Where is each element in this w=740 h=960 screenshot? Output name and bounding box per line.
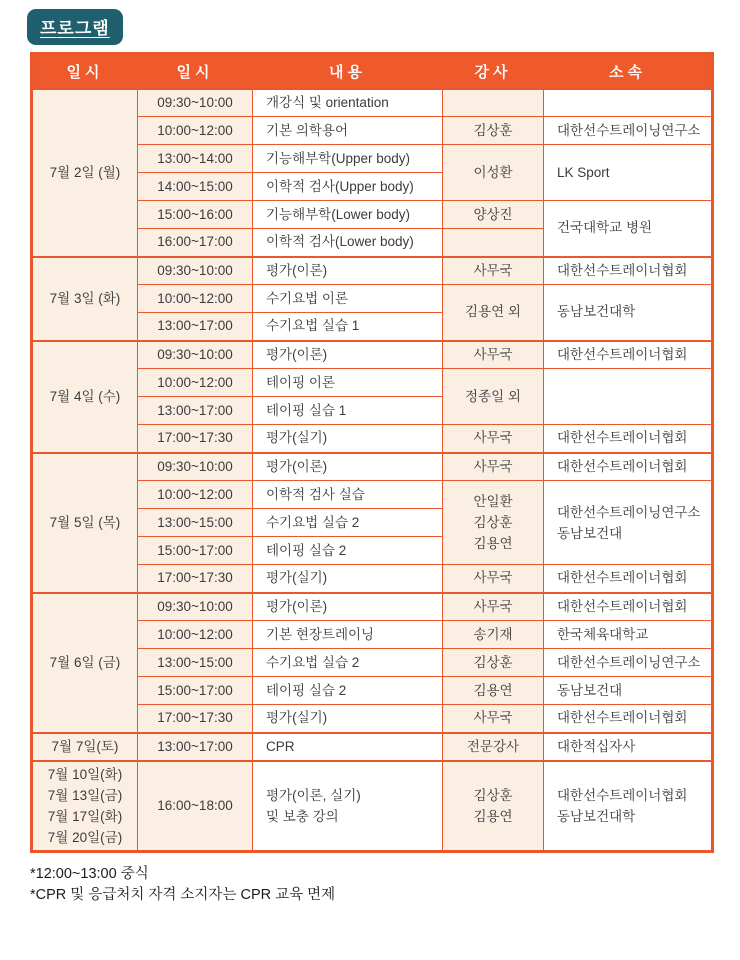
affiliation-cell: 대한적십자사 xyxy=(544,733,713,761)
time-cell: 13:00~17:00 xyxy=(138,313,253,341)
content-cell: 기본 현장트레이닝 xyxy=(253,621,443,649)
content-cell: 개강식 및 orientation xyxy=(253,89,443,117)
col-header-content: 내용 xyxy=(253,54,443,89)
instructor-cell: 김용연 외 xyxy=(443,285,544,341)
day-section xyxy=(32,89,713,257)
time-cell: 15:00~17:00 xyxy=(138,537,253,565)
time-cell: 09:30~10:00 xyxy=(138,341,253,369)
table-row xyxy=(32,761,713,852)
col-header-instructor: 강사 xyxy=(443,54,544,89)
header-row xyxy=(32,54,713,89)
content-cell: CPR xyxy=(253,733,443,761)
instructor-cell: 안일환 김상훈 김용연 xyxy=(443,481,544,565)
content-cell: 평가(이론, 실기) 및 보충 강의 xyxy=(253,761,443,852)
time-cell: 14:00~15:00 xyxy=(138,173,253,201)
content-cell: 평가(이론) xyxy=(253,593,443,621)
affiliation-cell: 동남보건대 xyxy=(544,677,713,705)
day-section xyxy=(32,453,713,593)
time-cell: 10:00~12:00 xyxy=(138,117,253,145)
date-cell: 7월 2일 (월) xyxy=(32,89,138,257)
instructor-cell: 사무국 xyxy=(443,453,544,481)
affiliation-cell xyxy=(544,369,713,425)
table-row xyxy=(32,89,713,117)
instructor-cell xyxy=(443,229,544,257)
content-cell: 테이핑 실습 2 xyxy=(253,537,443,565)
affiliation-cell: 동남보건대학 xyxy=(544,285,713,341)
table-row xyxy=(32,593,713,621)
instructor-cell: 김상훈 xyxy=(443,649,544,677)
time-cell: 15:00~17:00 xyxy=(138,677,253,705)
instructor-cell xyxy=(443,89,544,117)
time-cell: 17:00~17:30 xyxy=(138,565,253,593)
time-cell: 10:00~12:00 xyxy=(138,285,253,313)
time-cell: 10:00~12:00 xyxy=(138,369,253,397)
table-header xyxy=(32,54,713,89)
time-cell: 13:00~17:00 xyxy=(138,733,253,761)
date-cell: 7월 5일 (목) xyxy=(32,453,138,593)
date-cell: 7월 6일 (금) xyxy=(32,593,138,733)
content-cell: 테이핑 실습 1 xyxy=(253,397,443,425)
instructor-cell: 송기재 xyxy=(443,621,544,649)
col-header-time: 일시 xyxy=(138,54,253,89)
affiliation-cell: 대한선수트레이닝연구소 xyxy=(544,117,713,145)
table-row xyxy=(32,453,713,481)
time-cell: 10:00~12:00 xyxy=(138,481,253,509)
time-cell: 13:00~14:00 xyxy=(138,145,253,173)
time-cell: 10:00~12:00 xyxy=(138,621,253,649)
affiliation-cell: 대한선수트레이너협회 xyxy=(544,593,713,621)
affiliation-cell: 대한선수트레이너협회 xyxy=(544,565,713,593)
col-header-affiliation: 소속 xyxy=(544,54,713,89)
content-cell: 평가(이론) xyxy=(253,453,443,481)
content-cell: 테이핑 이론 xyxy=(253,369,443,397)
time-cell: 16:00~17:00 xyxy=(138,229,253,257)
affiliation-cell: 대한선수트레이너협회 xyxy=(544,705,713,733)
instructor-cell: 김상훈 김용연 xyxy=(443,761,544,852)
affiliation-cell: 대한선수트레이닝연구소 동남보건대 xyxy=(544,481,713,565)
time-cell: 09:30~10:00 xyxy=(138,453,253,481)
day-section xyxy=(32,593,713,733)
instructor-cell: 사무국 xyxy=(443,593,544,621)
content-cell: 기능해부학(Upper body) xyxy=(253,145,443,173)
footnote-lunch: *12:00~13:00 중식 xyxy=(30,865,149,882)
content-cell: 수기요법 실습 2 xyxy=(253,649,443,677)
table-row xyxy=(32,257,713,285)
instructor-cell: 김상훈 xyxy=(443,117,544,145)
program-badge: 프로그램 xyxy=(27,9,123,45)
date-cell: 7월 7일(토) xyxy=(32,733,138,761)
content-cell: 평가(실기) xyxy=(253,425,443,453)
content-cell: 이학적 검사(Lower body) xyxy=(253,229,443,257)
affiliation-cell: 대한선수트레이너협회 xyxy=(544,341,713,369)
date-cell: 7월 3일 (화) xyxy=(32,257,138,341)
instructor-cell: 사무국 xyxy=(443,341,544,369)
content-cell: 수기요법 실습 2 xyxy=(253,509,443,537)
col-header-date: 일시 xyxy=(32,54,138,89)
time-cell: 17:00~17:30 xyxy=(138,705,253,733)
table-row xyxy=(32,341,713,369)
content-cell: 수기요법 실습 1 xyxy=(253,313,443,341)
table-row xyxy=(32,733,713,761)
day-section xyxy=(32,257,713,341)
instructor-cell: 사무국 xyxy=(443,705,544,733)
content-cell: 이학적 검사 실습 xyxy=(253,481,443,509)
content-cell: 이학적 검사(Upper body) xyxy=(253,173,443,201)
affiliation-cell: 대한선수트레이너협회 xyxy=(544,257,713,285)
instructor-cell: 사무국 xyxy=(443,565,544,593)
date-cell: 7월 4일 (수) xyxy=(32,341,138,453)
time-cell: 13:00~15:00 xyxy=(138,509,253,537)
date-cell: 7월 10일(화) 7월 13일(금) 7월 17일(화) 7월 20일(금) xyxy=(32,761,138,852)
content-cell: 평가(실기) xyxy=(253,565,443,593)
instructor-cell: 김용연 xyxy=(443,677,544,705)
instructor-cell: 전문강사 xyxy=(443,733,544,761)
content-cell: 평가(이론) xyxy=(253,257,443,285)
content-cell: 기능해부학(Lower body) xyxy=(253,201,443,229)
footnotes xyxy=(30,864,740,906)
time-cell: 09:30~10:00 xyxy=(138,593,253,621)
affiliation-cell xyxy=(544,89,713,117)
instructor-cell: 사무국 xyxy=(443,425,544,453)
time-cell: 16:00~18:00 xyxy=(138,761,253,852)
affiliation-cell: 대한선수트레이너협회 xyxy=(544,425,713,453)
time-cell: 13:00~15:00 xyxy=(138,649,253,677)
day-section xyxy=(32,733,713,761)
time-cell: 09:30~10:00 xyxy=(138,257,253,285)
content-cell: 수기요법 이론 xyxy=(253,285,443,313)
time-cell: 15:00~16:00 xyxy=(138,201,253,229)
affiliation-cell: 대한선수트레이닝연구소 xyxy=(544,649,713,677)
time-cell: 13:00~17:00 xyxy=(138,397,253,425)
content-cell: 평가(이론) xyxy=(253,341,443,369)
time-cell: 17:00~17:30 xyxy=(138,425,253,453)
affiliation-cell: 대한선수트레이너협회 xyxy=(544,453,713,481)
affiliation-cell: LK Sport xyxy=(544,145,713,201)
instructor-cell: 정종일 외 xyxy=(443,369,544,425)
content-cell: 기본 의학용어 xyxy=(253,117,443,145)
instructor-cell: 사무국 xyxy=(443,257,544,285)
instructor-cell: 이성환 xyxy=(443,145,544,201)
instructor-cell: 양상진 xyxy=(443,201,544,229)
affiliation-cell: 한국체육대학교 xyxy=(544,621,713,649)
day-section xyxy=(32,341,713,453)
time-cell: 09:30~10:00 xyxy=(138,89,253,117)
footnote-cpr: *CPR 및 응급처치 자격 소지자는 CPR 교육 면제 xyxy=(30,886,336,903)
day-section xyxy=(32,761,713,852)
program-table xyxy=(30,52,714,853)
content-cell: 평가(실기) xyxy=(253,705,443,733)
affiliation-cell: 건국대학교 병원 xyxy=(544,201,713,257)
affiliation-cell: 대한선수트레이너협회 동남보건대학 xyxy=(544,761,713,852)
content-cell: 테이핑 실습 2 xyxy=(253,677,443,705)
